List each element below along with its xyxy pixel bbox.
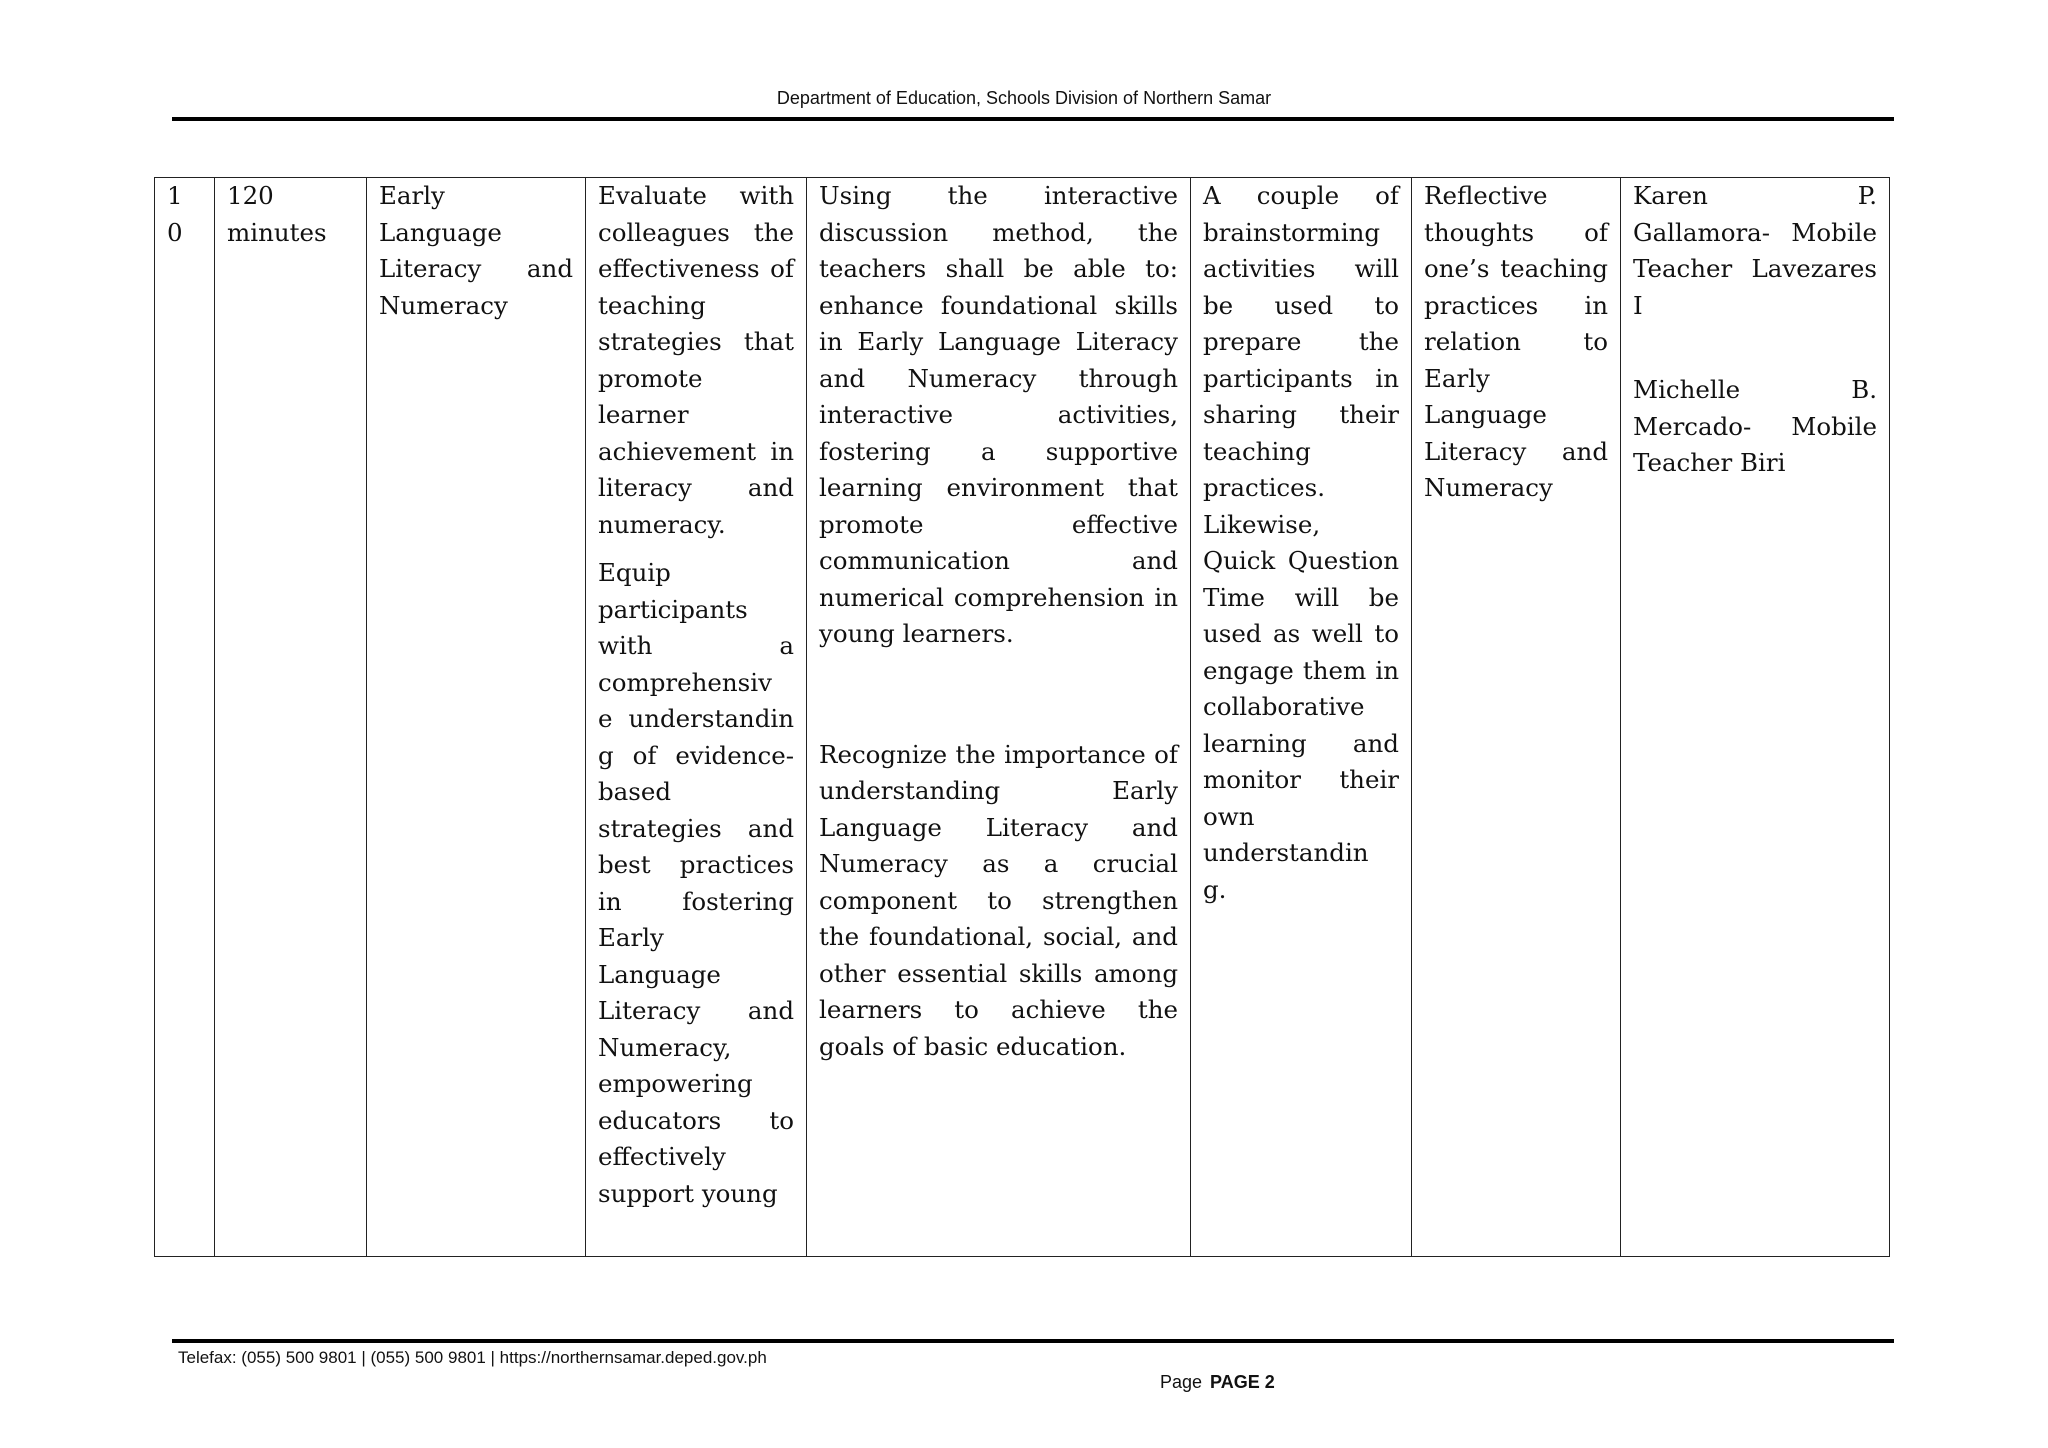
objectives-cell [586,178,807,1257]
session-activities: A couple of brainstorming activities will be used to prepare the participants in sharing their teaching practices. Likewise, Quick Question Time will be used as well to engage them in collaborative learning and monitor their own understandin g. [1203,181,1399,904]
session-number-cell [155,178,215,1257]
table-row [155,178,1890,1257]
objective-2: Equip participants with a comprehensiv e understandin g of evidence-based strategies and best practices in fostering Early Language Literacy and Numeracy, empowering educators to effectively support young [598,558,794,1208]
methodology-1: Using the interactive discussion method, the teachers shall be able to: enhance foundational skills in Early Language Literacy and Numeracy through interactive activities, fostering a supportive learning environment that promote effective communication and numerical comprehension in young learners. [819,181,1178,648]
outputs-cell [1412,178,1621,1257]
activities-cell [1191,178,1412,1257]
header-rule [172,117,1894,121]
session-duration: 120 minutes [227,181,327,247]
speakers-cell [1621,178,1890,1257]
methodology-2: Recognize the importance of understanding Early Language Literacy and Numeracy as a crucial component to strengthen the foundational, social, and other essential skills among learners to achieve the goals of basic education. [819,739,1178,1061]
footer-rule [172,1339,1894,1343]
footer-contact: Telefax: (055) 500 9801 | (055) 500 9801 | https://northernsamar.deped.gov.ph [178,1348,767,1367]
methodology-cell [807,178,1191,1257]
session-plan-table [154,177,1890,1257]
topic-cell [367,178,586,1257]
objective-1: Evaluate with colleagues the effectiveness of teaching strategies that promote learner achievement in literacy and numeracy. [598,181,794,539]
page-header: Department of Education, Schools Division of Northern Samar [776,88,1272,108]
speaker-1: Karen P. Gallamora- Mobile Teacher Lavezares I [1633,181,1877,320]
session-topic: Early Language Literacy and Numeracy [379,181,573,320]
session-outputs: Reflective thoughts of one’s teaching practices in relation to Early Language Literacy and Numeracy [1424,181,1608,502]
page-label: Page [1160,1372,1203,1392]
session-number: 1 0 [167,181,183,247]
speaker-2: Michelle B. Mercado- Mobile Teacher Biri [1633,375,1877,477]
page-number [1160,1372,1275,1393]
page-value: PAGE 2 [1210,1372,1275,1392]
duration-cell [215,178,367,1257]
